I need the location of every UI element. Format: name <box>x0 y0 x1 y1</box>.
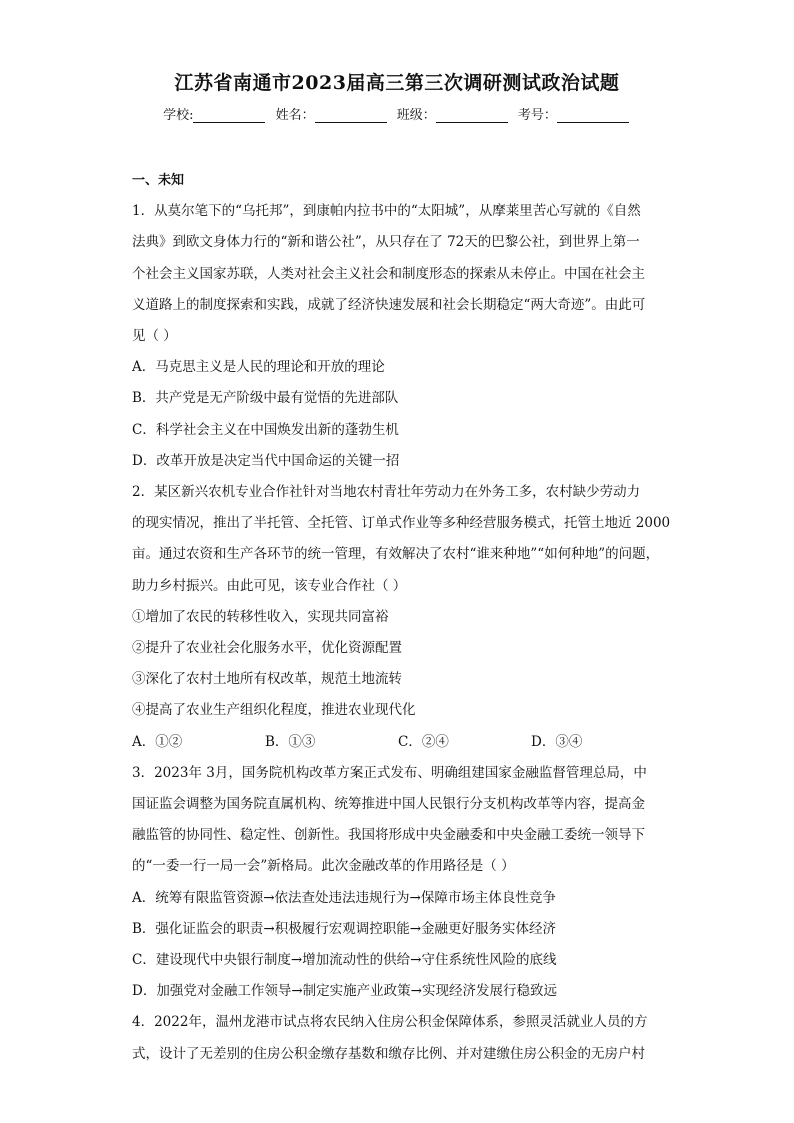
question-1-stem: 1．从莫尔笔下的“乌托邦”，到康帕内拉书中的“太阳城”，从摩莱里苦心写就的《自然 法典》到欧文身体力行的“新和谐公社”，从只存在了 72天的巴黎公社，到世界上第一 个社会主义国家苏联，人类对社会主义社会和制度形态的探索从未停止。中国在社会主 义道路上的制度探索和实践，成就了经济快速发展和社会长期稳定“两大奇迹”。由此可 见（ ） <box>132 203 646 345</box>
question-1-option-a: A．马克思主义是人民的理论和开放的理论 <box>132 359 385 376</box>
question-1-option-b: B．共产党是无产阶级中最有觉悟的先进部队 <box>132 390 399 407</box>
exam-number-blank[interactable] <box>557 110 629 123</box>
name-blank[interactable] <box>315 110 387 123</box>
question-3-option-c: C．建设现代中央银行制度→增加流动性的供给→守住系统性风险的底线 <box>132 952 557 969</box>
question-2-statement-2: ②提升了农业社会化服务水平，优化资源配置 <box>132 640 402 657</box>
question-3-option-a: A．统筹有限监管资源→依法查处违法违规行为→保障市场主体良性竞争 <box>132 889 556 906</box>
question-1-option-c: C．科学社会主义在中国焕发出新的蓬勃生机 <box>132 421 399 438</box>
section-title: 一、未知 <box>132 173 185 188</box>
question-2-choice-a: A．①② <box>132 733 183 750</box>
question-content <box>132 165 671 1070</box>
name-field: 姓名： <box>276 104 389 123</box>
question-2-choice-c: C．②④ <box>398 733 449 750</box>
question-2-choice-b: B．①③ <box>265 733 316 750</box>
school-field: 学校: <box>163 104 267 123</box>
question-2-choice-d: D．③④ <box>531 733 583 750</box>
question-3-option-b: B．强化证监会的职责→积极履行宏观调控职能→金融更好服务实体经济 <box>132 920 557 937</box>
question-2-statement-3: ③深化了农村土地所有权改革，规范土地流转 <box>132 671 402 688</box>
question-2-stem: 2．某区新兴农机专业合作社针对当地农村青壮年劳动力在外务工多，农村缺少劳动力 的现实情况，推出了半托管、全托管、订单式作业等多种经营服务模式，托管土地近 2000 亩。通过农资和生产各环节的统一管理，有效解决了农村“谁来种地”“如何种地”的问题， 助力乡村振兴。由此可见，该专业合作社（ ） <box>132 484 671 594</box>
school-blank[interactable] <box>193 110 265 123</box>
student-info-row <box>0 104 794 123</box>
question-3-option-d: D．加强党对金融工作领导→制定实施产业政策→实现经济发展行稳致远 <box>132 983 557 1000</box>
class-field: 班级： <box>397 104 510 123</box>
question-3-stem: 3．2023年 3月，国务院机构改革方案正式发布、明确组建国家金融监督管理总局，中 国证监会调整为国务院直属机构、统筹推进中国人民银行分支机构改革等内容，提高金 融监管的协同性、稳定性、创新性。我国将形成中央金融委和中央金融工委统一领导下 的“一委一行一局一会”新格局。此次金融改革的作用路径是（ ） <box>132 764 647 875</box>
question-2-choices <box>132 727 664 758</box>
question-2-statement-1: ①增加了农民的转移性收入，实现共同富裕 <box>132 608 389 625</box>
question-2-statement-4: ④提高了农业生产组织化程度，推进农业现代化 <box>132 702 416 719</box>
class-blank[interactable] <box>436 110 508 123</box>
question-1-option-d: D．改革开放是决定当代中国命运的关键一招 <box>132 452 400 469</box>
exam-number-field: 考号： <box>518 104 631 123</box>
question-4-stem: 4．2022年，温州龙港市试点将农民纳入住房公积金保障体系，参照灵活就业人员的方 式，设计了无差别的住房公积金缴存基数和缴存比例、并对建缴住房公积金的无房户村 <box>132 1014 648 1062</box>
page-title: 江苏省南通市2023届高三第三次调研测试政治试题 <box>174 72 620 94</box>
